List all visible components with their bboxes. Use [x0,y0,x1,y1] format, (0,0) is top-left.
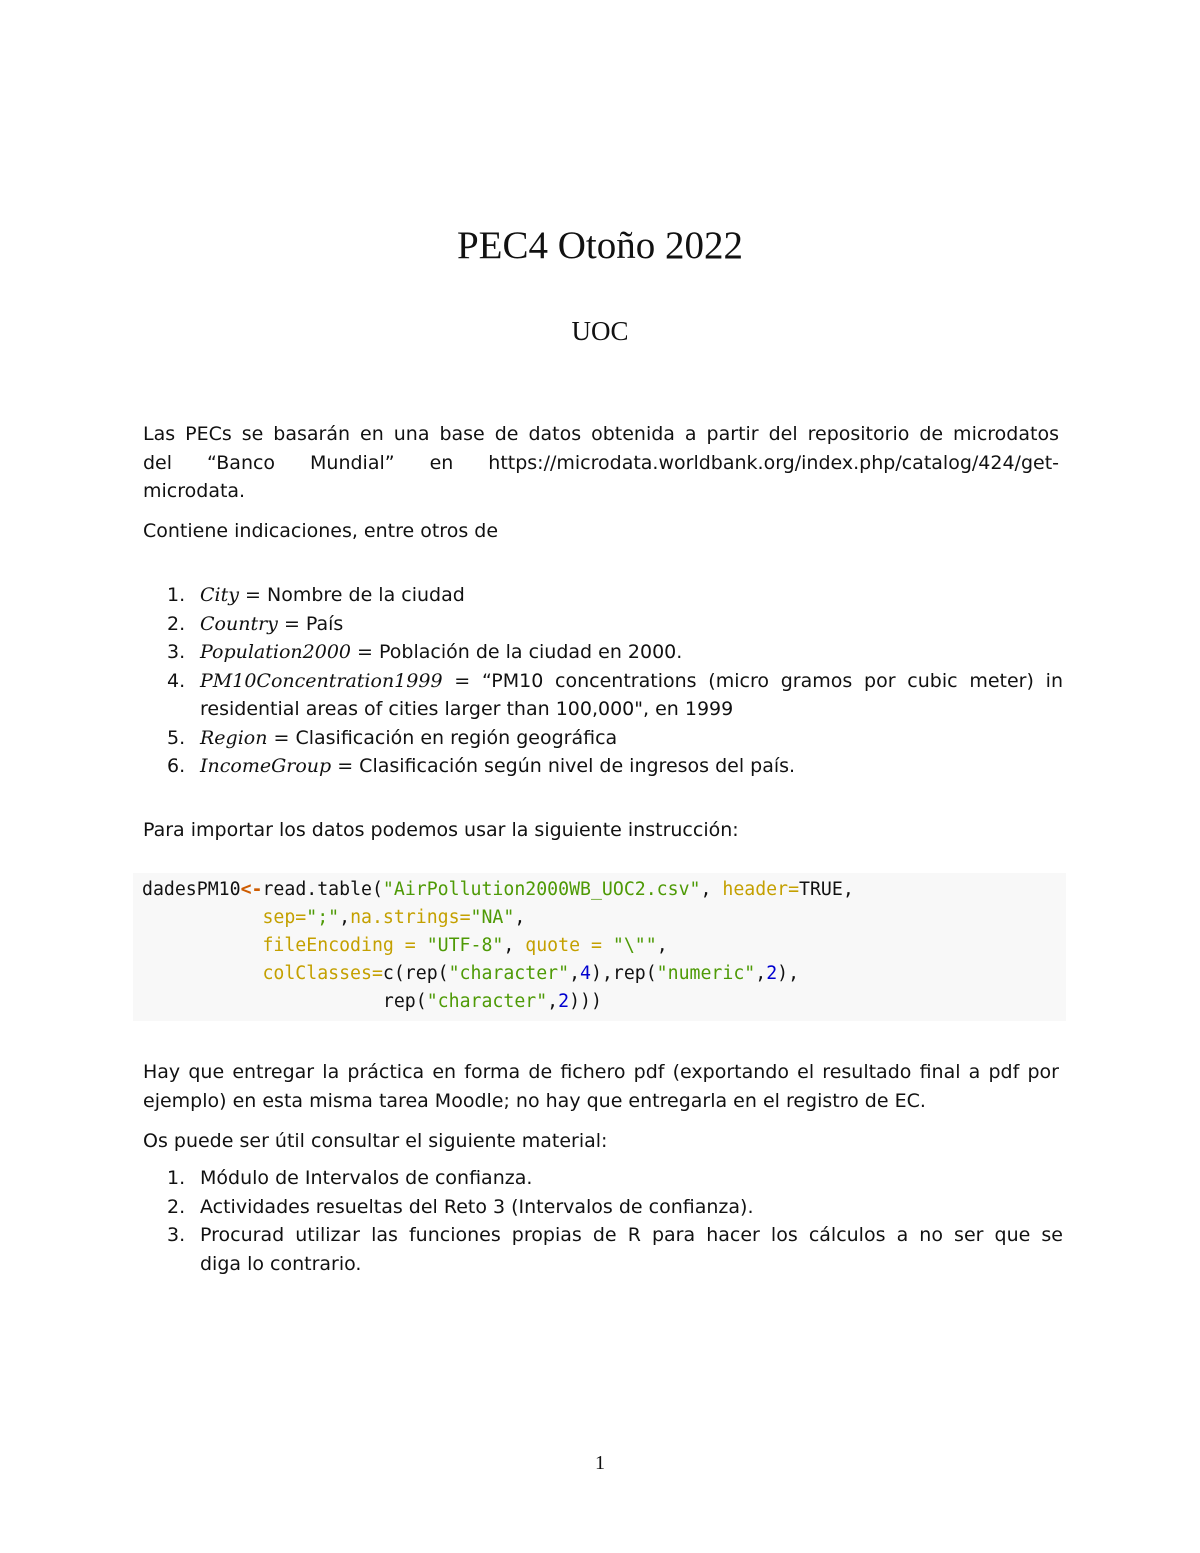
delivery-line-2: ejemplo) en esta misma tarea Moodle; no hay que entregarla en el registro de EC. [143,1089,926,1112]
variable-description-continued: residential areas of cities larger than 100,000", en 1999 [200,698,734,720]
variable-description: = Población de la ciudad en 2000. [351,641,683,663]
variable-name: Country [200,612,278,635]
code-listing: dadesPM10<-read.table("AirPollution2000WB_UOC2.csv", header=TRUE, sep=";",na.strings="NA", fileEncoding = "UTF-8", quote = "\"", colClasses=c(rep("character",4),rep("numeric",2), rep("character",2))) [142,879,854,1012]
list-item [143,581,1063,610]
list-item [143,724,1063,753]
intro-line-2: del “Banco Mundial” en https://microdata.worldbank.org/index.php/catalog/424/get- [143,451,1059,474]
variable-description: = Clasificación según nivel de ingresos del país. [331,755,796,777]
delivery-paragraph [143,1058,1059,1115]
import-paragraph: Para importar los datos podemos usar la siguiente instrucción: [143,819,739,841]
document-author: UOC [571,316,629,346]
list-number: 6. [167,755,186,777]
code-block [133,873,1066,1021]
list-item [143,1164,1063,1193]
list-item [143,667,1063,724]
list-number: 2. [167,1195,186,1218]
list-number: 3. [167,641,186,663]
list-item-text: Actividades resueltas del Reto 3 (Intervalos de confianza). [200,1195,754,1218]
intro-line-1: Las PECs se basarán en una base de datos obtenida a partir del repositorio de microdatos [143,423,1059,445]
variable-name: City [200,584,239,606]
list-number: 2. [167,612,186,635]
material-paragraph: Os puede ser útil consultar el siguiente material: [143,1130,608,1152]
list-item [143,1193,1063,1222]
list-number: 1. [167,584,186,606]
list-item-text: Procurad utilizar las funciones propias de R para hacer los cálculos a no ser que se [200,1224,1063,1246]
list-item-text: Módulo de Intervalos de confianza. [200,1167,533,1189]
materials-list [143,1164,1063,1278]
intro-line-3: microdata. [143,480,246,502]
list-number: 3. [167,1224,186,1246]
list-item [143,610,1063,639]
variable-name: Region [200,726,268,749]
document-title: PEC4 Otoño 2022 [456,224,744,267]
intro-paragraph [143,420,1059,506]
variable-name: PM10Concentration1999 [200,669,443,692]
contains-paragraph: Contiene indicaciones, entre otros de [143,520,499,542]
variable-description: = País [277,612,344,635]
variable-description: = Clasificación en región geográfica [267,726,618,749]
list-item [143,752,1063,781]
list-number: 4. [167,669,186,692]
list-item-text-continued: diga lo contrario. [200,1252,362,1275]
variable-description: = Nombre de la ciudad [238,584,465,606]
list-number: 1. [167,1167,186,1189]
list-item [143,1221,1063,1278]
variable-name: IncomeGroup [200,755,332,777]
variables-list [143,581,1063,781]
list-number: 5. [167,726,186,749]
variable-name: Population2000 [200,641,351,663]
page-number: 1 [595,1452,605,1474]
variable-description: = “PM10 concentrations (micro gramos por cubic meter) in [442,669,1063,692]
list-item-line-1 [200,667,1063,696]
list-item [143,638,1063,667]
delivery-line-1: Hay que entregar la práctica en forma de fichero pdf (exportando el resultado final a pdf por [143,1061,1059,1083]
